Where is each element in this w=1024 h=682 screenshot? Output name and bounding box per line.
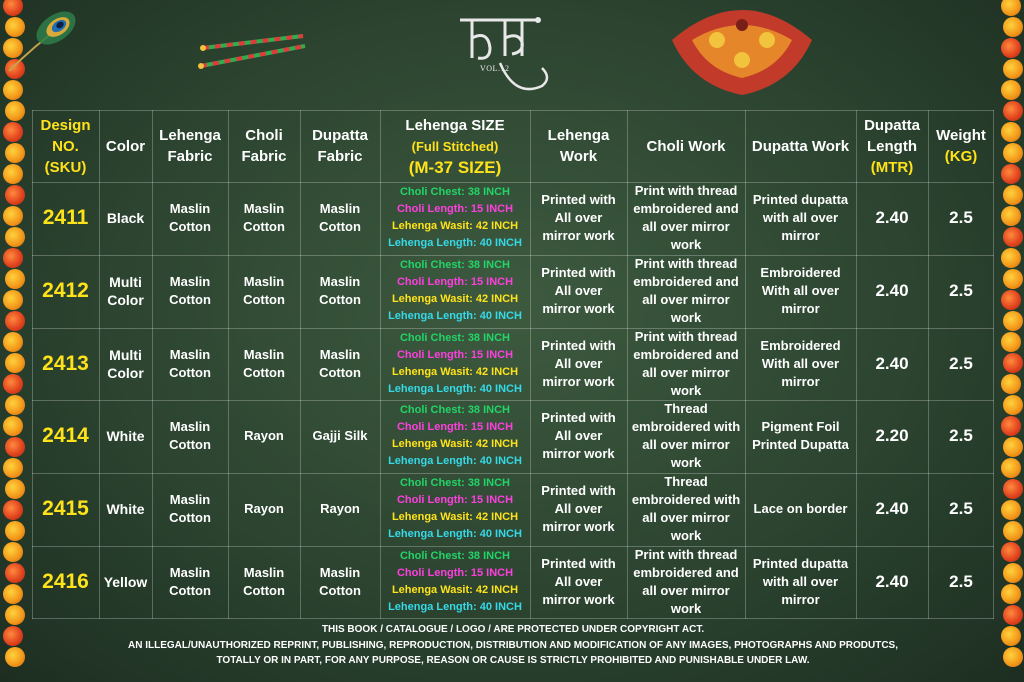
cell-choli-work: Thread embroidered with all over mirror work xyxy=(631,401,741,471)
table-row xyxy=(32,546,994,618)
marigold-flower xyxy=(5,227,25,247)
marigold-flower xyxy=(5,521,25,541)
cell-lehenga-size: Choli Chest: 38 INCH Choli Length: 15 INCH Lehenga Wasit: 42 INCH Lehenga Length: 40 INCH xyxy=(388,258,522,322)
cell-lehenga-size: Choli Chest: 38 INCH Choli Length: 15 INCH Lehenga Wasit: 42 INCH Lehenga Length: 40 INCH xyxy=(388,331,522,395)
cell-dupatta-fabric: Maslin Cotton xyxy=(319,201,361,234)
header-dupatta-fabric: Dupatta Fabric xyxy=(312,127,368,165)
header-choli-work: Choli Work xyxy=(646,137,726,155)
cell-weight: 2.5 xyxy=(949,499,973,519)
grid-line xyxy=(32,618,994,619)
cell-color: White xyxy=(106,501,145,518)
grid-line xyxy=(32,546,994,547)
grid-line xyxy=(856,110,857,619)
marigold-flower xyxy=(1001,542,1021,562)
header-dupatta-length: Dupatta Length (MTR) xyxy=(864,116,920,176)
marigold-flower xyxy=(1001,332,1021,352)
table-header xyxy=(32,110,994,182)
cell-sku: 2413 xyxy=(42,351,89,375)
marigold-flower xyxy=(5,269,25,289)
cell-lehenga-fabric: Maslin Cotton xyxy=(169,492,211,526)
marigold-flower xyxy=(5,605,25,625)
cell-lehenga-size: Choli Chest: 38 INCH Choli Length: 15 INCH Lehenga Wasit: 42 INCH Lehenga Length: 40 INCH xyxy=(388,404,522,468)
grid-line xyxy=(32,182,994,183)
header-lehenga-work: Lehenga Work xyxy=(547,127,610,165)
marigold-flower xyxy=(1001,164,1021,184)
marigold-garland-right xyxy=(998,0,1024,682)
cell-weight: 2.5 xyxy=(949,426,973,446)
marigold-flower xyxy=(1003,101,1023,121)
grid-line xyxy=(99,110,100,619)
marigold-flower xyxy=(1001,416,1021,436)
cell-choli-work: Print with thread embroidered and all over mirror work xyxy=(633,547,739,616)
marigold-flower xyxy=(5,143,25,163)
marigold-flower xyxy=(1001,458,1021,478)
marigold-flower xyxy=(3,500,23,520)
marigold-flower xyxy=(1003,605,1023,625)
cell-weight: 2.5 xyxy=(949,280,973,300)
cell-color: Yellow xyxy=(103,574,148,590)
marigold-flower xyxy=(5,353,25,373)
marigold-flower xyxy=(1001,248,1021,268)
marigold-flower xyxy=(1003,143,1023,163)
cell-dupatta-work: Embroidered With all over mirror xyxy=(760,337,841,389)
marigold-garland-left xyxy=(0,0,26,682)
cell-lehenga-fabric: Maslin Cotton xyxy=(169,201,211,234)
marigold-flower xyxy=(1003,437,1023,457)
cell-dupatta-fabric: Maslin Cotton xyxy=(319,273,361,307)
grid-line xyxy=(32,400,994,401)
cell-sku: 2415 xyxy=(42,497,89,521)
marigold-flower xyxy=(1003,269,1023,289)
grid-line xyxy=(32,110,33,619)
grid-line xyxy=(530,110,531,619)
cell-sku: 2414 xyxy=(42,424,89,448)
cell-choli-fabric: Maslin Cotton xyxy=(243,346,285,380)
grid-line xyxy=(745,110,746,619)
marigold-flower xyxy=(3,626,23,646)
marigold-flower xyxy=(3,542,23,562)
marigold-flower xyxy=(5,395,25,415)
marigold-flower xyxy=(5,437,25,457)
grid-line xyxy=(32,255,994,256)
cell-dupatta-fabric: Maslin Cotton xyxy=(319,565,361,598)
marigold-flower xyxy=(1003,311,1023,331)
marigold-flower xyxy=(1001,80,1021,100)
cell-lehenga-size: Choli Chest: 38 INCH Choli Length: 15 INCH Lehenga Wasit: 42 INCH Lehenga Length: 40 INCH xyxy=(388,477,522,541)
header-color: Color xyxy=(105,137,146,155)
marigold-flower xyxy=(3,458,23,478)
cell-lehenga-work: Printed with All over mirror work xyxy=(541,556,616,607)
marigold-flower xyxy=(1001,500,1021,520)
cell-weight: 2.5 xyxy=(949,353,973,373)
cell-choli-fabric: Rayon xyxy=(244,428,284,444)
cell-choli-work: Print with thread embroidered and all over mirror work xyxy=(633,328,739,398)
cell-dupatta-work: Embroidered With all over mirror xyxy=(760,264,841,316)
marigold-flower xyxy=(1003,479,1023,499)
marigold-flower xyxy=(1003,563,1023,583)
cell-color: Multi Color xyxy=(107,346,144,381)
cell-lehenga-fabric: Maslin Cotton xyxy=(169,419,211,453)
cell-dupatta-work: Printed dupatta with all over mirror xyxy=(752,192,849,243)
cell-color: White xyxy=(106,428,145,445)
marigold-flower xyxy=(3,206,23,226)
marigold-flower xyxy=(5,101,25,121)
grid-line xyxy=(993,110,994,619)
marigold-flower xyxy=(5,185,25,205)
cell-dupatta-fabric: Maslin Cotton xyxy=(319,346,361,380)
cell-dupatta-work: Lace on border xyxy=(753,501,848,517)
cell-weight: 2.5 xyxy=(949,572,973,591)
table-row xyxy=(32,182,994,254)
table-row xyxy=(32,255,994,327)
cell-weight: 2.5 xyxy=(949,208,973,227)
copyright-notice: THIS BOOK / CATALOGUE / LOGO / ARE PROTECTED UNDER COPYRIGHT ACT. AN ILLEGAL/UNAUTHORIZED REPRINT, PUBLISHING, REPRODUCTION, DISTRIBUTION AND MODIFICATION OF ANY IMAGES, PHOTOGRAPHS AND PRODUTCS, TOTALLY OR IN PART, FOR ANY PURPOSE, REASON OR CAUSE IS STRICTLY PROHIBITED AND PUNISHABLE UNDER LAW. xyxy=(127,624,898,666)
marigold-flower xyxy=(1001,206,1021,226)
marigold-flower xyxy=(3,290,23,310)
cell-sku: 2412 xyxy=(42,278,89,302)
cell-dupatta-length: 2.40 xyxy=(875,280,909,300)
marigold-flower xyxy=(1003,521,1023,541)
header-weight: Weight (KG) xyxy=(936,127,986,165)
grid-line xyxy=(228,110,229,619)
marigold-flower xyxy=(1003,647,1023,667)
cell-lehenga-size: Choli Chest: 38 INCH Choli Length: 15 INCH Lehenga Wasit: 42 INCH Lehenga Length: 40 INCH xyxy=(388,550,522,613)
marigold-flower xyxy=(5,563,25,583)
cell-dupatta-fabric: Rayon xyxy=(320,501,360,517)
cell-sku: 2416 xyxy=(42,570,89,593)
cell-choli-fabric: Maslin Cotton xyxy=(243,201,285,234)
grid-line xyxy=(32,328,994,329)
grid-line xyxy=(380,110,381,619)
header-lehenga-size: Lehenga SIZE (Full Stitched) (M-37 SIZE) xyxy=(405,116,505,177)
cell-dupatta-work: Pigment Foil Printed Dupatta xyxy=(752,419,849,453)
header-design-no: Design NO. (SKU) xyxy=(40,116,91,176)
cell-dupatta-length: 2.40 xyxy=(875,572,909,591)
cell-dupatta-work: Printed dupatta with all over mirror xyxy=(752,556,849,607)
marigold-flower xyxy=(5,311,25,331)
cell-lehenga-fabric: Maslin Cotton xyxy=(169,565,211,598)
marigold-flower xyxy=(5,647,25,667)
marigold-flower xyxy=(5,479,25,499)
marigold-flower xyxy=(1003,59,1023,79)
header-choli-fabric: Choli Fabric xyxy=(241,127,287,165)
cell-choli-fabric: Maslin Cotton xyxy=(243,565,285,598)
cell-sku: 2411 xyxy=(42,206,89,229)
marigold-flower xyxy=(3,374,23,394)
cell-choli-fabric: Maslin Cotton xyxy=(243,273,285,307)
dandiya-sticks-icon xyxy=(195,32,310,77)
table-row xyxy=(32,473,994,545)
marigold-flower xyxy=(3,164,23,184)
cell-choli-work: Thread embroidered with all over mirror work xyxy=(631,474,741,544)
cell-dupatta-length: 2.40 xyxy=(875,208,909,227)
cell-dupatta-length: 2.40 xyxy=(875,499,909,519)
marigold-flower xyxy=(1001,38,1021,58)
marigold-flower xyxy=(3,80,23,100)
cell-lehenga-work: Printed with All over mirror work xyxy=(541,192,616,243)
decorative-umbrella-icon xyxy=(672,0,812,100)
marigold-flower xyxy=(1001,374,1021,394)
marigold-flower xyxy=(3,584,23,604)
cell-choli-work: Print with thread embroidered and all over mirror work xyxy=(633,183,739,252)
table-row xyxy=(32,400,994,472)
marigold-flower xyxy=(1003,395,1023,415)
grid-line xyxy=(627,110,628,619)
header-lehenga-fabric: Lehenga Fabric xyxy=(159,127,221,165)
marigold-flower xyxy=(1003,353,1023,373)
marigold-flower xyxy=(1001,0,1021,16)
cell-dupatta-length: 2.20 xyxy=(875,426,909,446)
marigold-flower xyxy=(3,248,23,268)
logo-volume: VOL.12 xyxy=(480,64,510,73)
grid-line xyxy=(32,473,994,474)
cell-color: Multi Color xyxy=(107,273,144,308)
cell-dupatta-fabric: Gajji Silk xyxy=(312,428,368,444)
cell-lehenga-work: Printed with All over mirror work xyxy=(541,264,616,316)
grid-line xyxy=(32,110,994,111)
cell-lehenga-work: Printed with All over mirror work xyxy=(541,337,616,389)
cell-dupatta-length: 2.40 xyxy=(875,353,909,373)
grid-line xyxy=(300,110,301,619)
cell-lehenga-size: Choli Chest: 38 INCH Choli Length: 15 INCH Lehenga Wasit: 42 INCH Lehenga Length: 40 INCH xyxy=(388,186,522,249)
cell-choli-fabric: Rayon xyxy=(244,501,284,517)
table-row xyxy=(32,328,994,400)
peacock-feather-icon xyxy=(4,6,84,76)
cell-choli-work: Print with thread embroidered and all over mirror work xyxy=(633,255,739,325)
marigold-flower xyxy=(1001,626,1021,646)
cell-lehenga-fabric: Maslin Cotton xyxy=(169,346,211,380)
grid-line xyxy=(928,110,929,619)
marigold-flower xyxy=(1003,227,1023,247)
brand-logo xyxy=(450,8,570,98)
marigold-flower xyxy=(3,332,23,352)
cell-lehenga-fabric: Maslin Cotton xyxy=(169,273,211,307)
cell-color: Black xyxy=(106,210,145,226)
grid-line xyxy=(152,110,153,619)
marigold-flower xyxy=(3,122,23,142)
marigold-flower xyxy=(1001,122,1021,142)
marigold-flower xyxy=(1003,17,1023,37)
cell-lehenga-work: Printed with All over mirror work xyxy=(541,483,616,535)
marigold-flower xyxy=(1001,290,1021,310)
marigold-flower xyxy=(3,416,23,436)
marigold-flower xyxy=(1003,185,1023,205)
marigold-flower xyxy=(1001,584,1021,604)
cell-lehenga-work: Printed with All over mirror work xyxy=(541,410,616,462)
header-dupatta-work: Dupatta Work xyxy=(751,137,850,155)
